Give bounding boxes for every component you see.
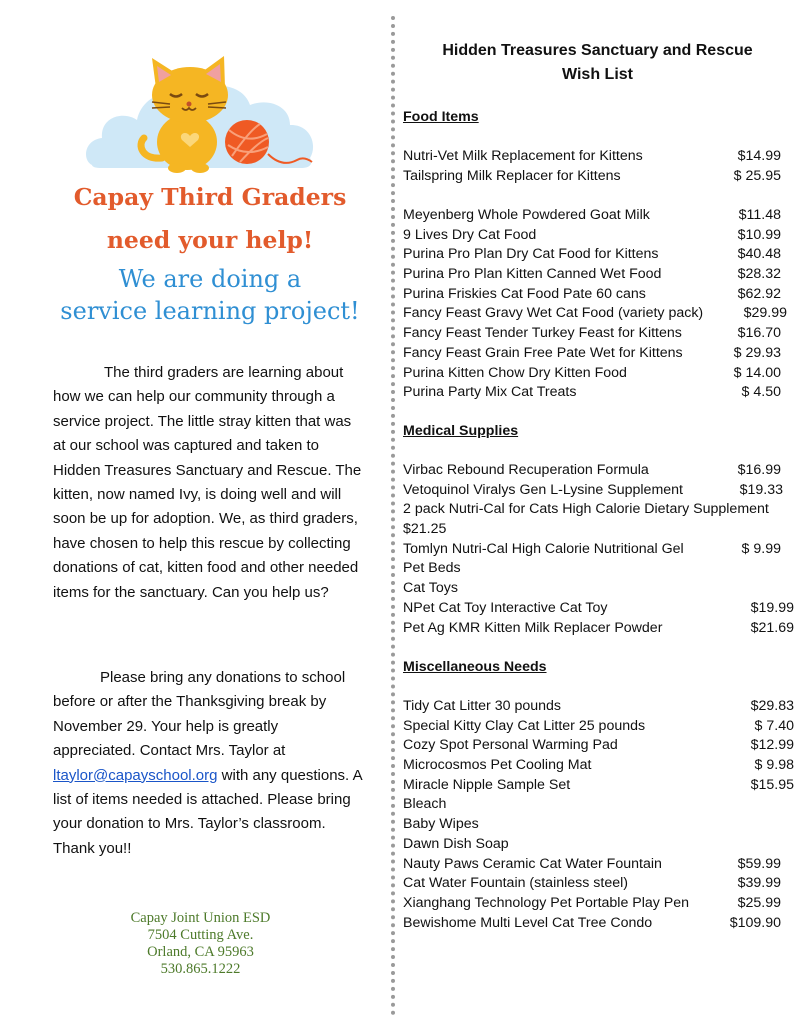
item-name: Purina Party Mix Cat Treats	[403, 384, 577, 401]
item-name: 9 Lives Dry Cat Food	[403, 226, 537, 243]
item-price: $29.83	[750, 698, 794, 714]
list-item	[403, 697, 793, 717]
item-price: $62.92	[737, 285, 781, 302]
list-item	[403, 894, 793, 914]
medical-section	[403, 422, 793, 442]
list-item	[403, 167, 793, 187]
list-item	[403, 914, 793, 934]
item-price: $ 25.95	[733, 167, 781, 184]
wishlist-title	[415, 39, 780, 87]
item-price: $19.33	[739, 481, 783, 498]
list-item	[403, 795, 793, 815]
wishlist-title-line-1: Hidden Treasures Sanctuary and Rescue	[442, 42, 753, 59]
item-name: Nauty Paws Ceramic Cat Water Fountain	[403, 855, 662, 872]
district-street: 7504 Cutting Ave.	[147, 927, 254, 943]
item-name: Virbac Rebound Recuperation Formula	[403, 462, 649, 478]
item-price: $28.32	[737, 266, 781, 283]
item-name: Fancy Feast Gravy Wet Cat Food (variety pack)	[403, 305, 704, 322]
intro-paragraph-text: The third graders are learning about how we can help our community through a service project. The little stray kitten that was at our school was captured and taken to Hidden Treasures Sanctuary and Rescue. The kitten, now named Ivy, is doing well and will soon be up for adoption. We, as third graders, have chosen to help this rescue by collecting donations of cat, kitten food and other needed items for the sanctuary. Can you help us?	[53, 364, 362, 601]
list-item	[403, 500, 793, 520]
item-name: Purina Friskies Cat Food Pate 60 cans	[403, 285, 646, 302]
food-group-2	[403, 206, 793, 403]
column-divider	[391, 16, 395, 1016]
item-name: Fancy Feast Tender Turkey Feast for Kittens	[403, 325, 682, 342]
donation-text-before: Please bring any donations to school before or after the Thanksgiving break by November 29. Your help is greatly appreciated. Contact Mrs. Taylor at	[53, 669, 346, 760]
list-item	[403, 461, 793, 481]
district-address	[53, 910, 348, 978]
list-item	[403, 304, 793, 324]
item-name: 2 pack Nutri-Cal for Cats High Calorie Dietary Supplement	[403, 501, 769, 518]
wishlist-title-line-2: Wish List	[562, 66, 633, 83]
item-price: $39.99	[737, 875, 781, 892]
medical-list	[403, 461, 793, 638]
item-name: Cat Water Fountain (stainless steel)	[403, 875, 628, 892]
item-name: Xianghang Technology Pet Portable Play Pen	[403, 894, 690, 911]
subheading-line-1: We are doing a	[118, 265, 302, 293]
misc-section	[403, 658, 793, 678]
cat-with-yarn-illustration	[82, 50, 322, 180]
list-item	[403, 619, 793, 639]
list-item	[403, 855, 793, 875]
medical-heading: Medical Supplies	[403, 423, 519, 439]
list-item	[403, 736, 793, 756]
item-name: Microcosmos Pet Cooling Mat	[403, 757, 592, 774]
misc-heading: Miscellaneous Needs	[403, 659, 547, 675]
item-name: Fancy Feast Grain Free Pate Wet for Kittens	[403, 344, 683, 361]
item-name: Cat Toys	[403, 580, 458, 597]
item-name: Nutri-Vet Milk Replacement for Kittens	[403, 148, 643, 164]
list-item	[403, 344, 793, 364]
item-name: Tailspring Milk Replacer for Kittens	[403, 167, 621, 184]
item-name: NPet Cat Toy Interactive Cat Toy	[403, 599, 608, 616]
item-price: $14.99	[737, 148, 781, 164]
list-item	[403, 226, 793, 246]
list-item	[403, 147, 793, 167]
item-name: Purina Kitten Chow Dry Kitten Food	[403, 364, 627, 381]
subheading-line-2: service learning project!	[60, 297, 360, 325]
list-item	[403, 776, 793, 796]
list-item	[403, 815, 793, 835]
item-price: $19.99	[750, 599, 794, 616]
list-item	[403, 540, 793, 560]
list-item	[403, 364, 793, 384]
list-item	[403, 874, 793, 894]
list-item	[403, 579, 793, 599]
item-price: $ 7.40	[754, 717, 794, 734]
list-item	[403, 285, 793, 305]
item-price: $ 14.00	[733, 364, 781, 381]
item-name: Purina Pro Plan Dry Cat Food for Kittens	[403, 246, 659, 263]
item-price: $10.99	[737, 226, 781, 243]
item-price: $15.95	[750, 776, 794, 793]
item-name: Tomlyn Nutri-Cal High Calorie Nutritional Gel	[403, 540, 684, 557]
list-item	[403, 481, 793, 501]
district-city: Orland, CA 95963	[147, 944, 254, 960]
list-item	[403, 265, 793, 285]
item-name: Purina Pro Plan Kitten Canned Wet Food	[403, 266, 662, 283]
item-price: $16.99	[737, 462, 781, 478]
item-name: Pet Beds	[403, 560, 461, 577]
heading-line-1: Capay Third Graders	[73, 183, 347, 211]
item-price: $21.69	[750, 619, 794, 636]
item-name: Cozy Spot Personal Warming Pad	[403, 737, 618, 754]
item-price: $ 4.50	[741, 384, 781, 401]
item-name: Vetoquinol Viralys Gen L-Lysine Supplement	[403, 481, 683, 498]
list-item	[403, 599, 793, 619]
intro-paragraph	[53, 361, 363, 605]
list-item	[403, 717, 793, 737]
item-name: Baby Wipes	[403, 816, 479, 833]
item-price: $40.48	[737, 246, 781, 263]
donation-paragraph-text	[53, 666, 363, 861]
list-item	[403, 835, 793, 855]
item-name: Special Kitty Clay Cat Litter 25 pounds	[403, 717, 646, 734]
item-name: Meyenberg Whole Powdered Goat Milk	[403, 207, 650, 223]
list-item	[403, 559, 793, 579]
item-price: $29.99	[743, 305, 787, 322]
heading-line-2: need your help!	[106, 226, 314, 254]
misc-list	[403, 697, 793, 933]
food-group-1	[403, 147, 793, 186]
item-name: Pet Ag KMR Kitten Milk Replacer Powder	[403, 619, 663, 636]
item-price: $21.25	[403, 521, 447, 538]
list-item-continued	[403, 520, 793, 540]
food-section	[403, 108, 793, 128]
donation-text-after: with any questions. A list of items needed is attached. Please bring your donation to Mrs. Taylor’s classroom. Thank you!!	[53, 766, 362, 857]
item-price: $ 9.99	[741, 540, 781, 557]
item-price: $12.99	[750, 737, 794, 754]
list-item	[403, 756, 793, 776]
item-price: $ 9.98	[754, 757, 794, 774]
item-name: Bleach	[403, 796, 447, 813]
district-phone: 530.865.1222	[160, 961, 241, 977]
list-item	[403, 245, 793, 265]
list-item	[403, 324, 793, 344]
item-name: Bewishome Multi Level Cat Tree Condo	[403, 914, 653, 931]
list-item	[403, 206, 793, 226]
list-item	[403, 383, 793, 403]
item-name: Tidy Cat Litter 30 pounds	[403, 698, 561, 714]
item-price: $59.99	[737, 855, 781, 872]
item-name: Miracle Nipple Sample Set	[403, 776, 571, 793]
item-price: $16.70	[737, 325, 781, 342]
item-price: $ 29.93	[733, 344, 781, 361]
district-name: Capay Joint Union ESD	[130, 910, 271, 926]
email-link[interactable]: ltaylor@capayschool.org	[53, 766, 218, 784]
donation-paragraph	[53, 666, 363, 861]
item-price: $109.90	[729, 914, 781, 931]
item-price: $25.99	[737, 894, 781, 911]
item-price: $11.48	[738, 207, 781, 223]
food-heading: Food Items	[403, 109, 479, 125]
item-name: Dawn Dish Soap	[403, 835, 509, 852]
